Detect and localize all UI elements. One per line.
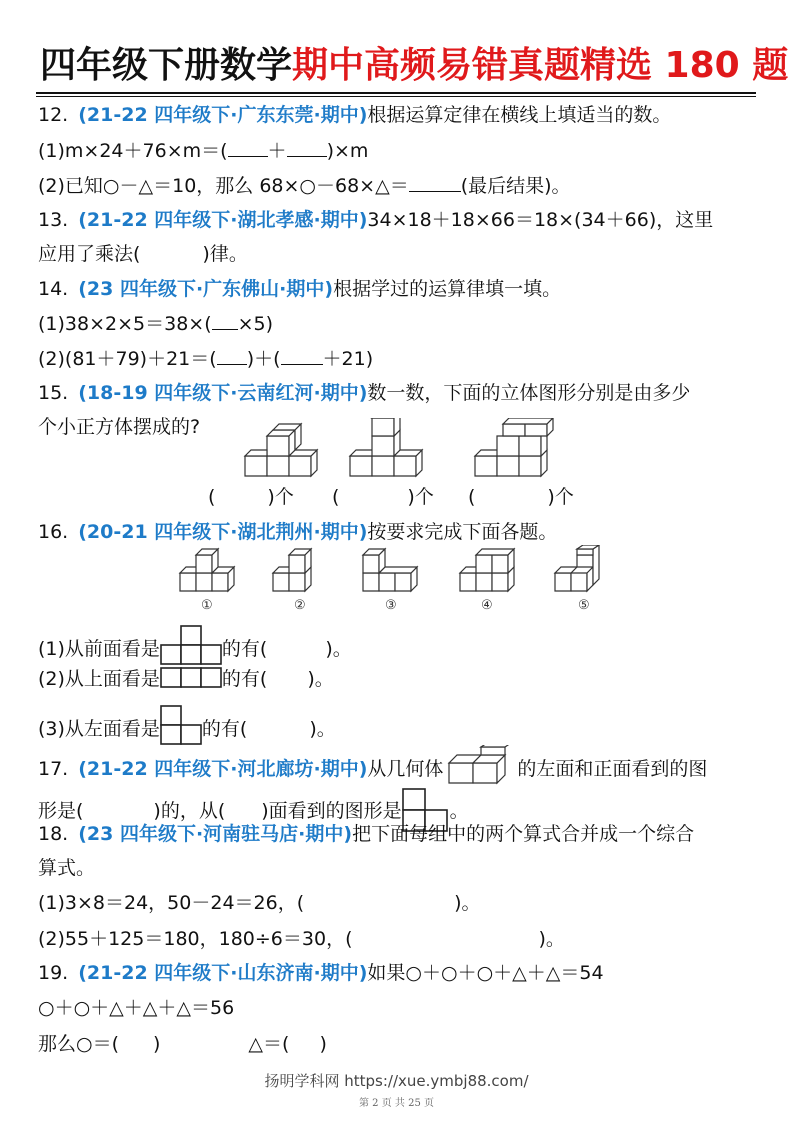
q15-number: 15.	[38, 382, 69, 404]
q16-3-text: (3)从左面看是	[38, 718, 160, 740]
q15-ans1-close: )个	[267, 486, 294, 508]
q15-figure-3	[475, 418, 553, 476]
q16-part1	[38, 625, 352, 665]
q17-2-mid: )的，从(	[153, 800, 226, 822]
q15-ans2-close: )个	[407, 486, 434, 508]
q12-1-text: (1)m×24＋76×m＝(	[38, 140, 228, 162]
q16-1-mid: 的有(	[221, 638, 268, 660]
q19-line3	[38, 1031, 327, 1057]
q19-triangle-close: )	[319, 1033, 327, 1055]
q19-circle-close: )	[153, 1033, 161, 1055]
q18-1-text: (1)3×8＝24，50－24＝26，(	[38, 892, 305, 914]
q17-text: 从几何体	[367, 758, 444, 780]
q18-stem	[38, 821, 694, 847]
q16-figure-1	[180, 549, 234, 591]
title-rule	[36, 92, 756, 94]
q16-1-tail: )。	[325, 638, 352, 660]
q12-1-plus: ＋	[267, 140, 287, 162]
q16-part3	[38, 705, 336, 745]
q13-text: 34×18＋18×66＝18×(34＋66)，这里	[367, 209, 714, 231]
q19-source: (21-22 四年级下·山东济南·期中)	[78, 962, 368, 984]
q14-text: 根据学过的运算律填一填。	[333, 278, 562, 300]
q13-stem	[38, 207, 713, 233]
q17-2-text: 形是(	[38, 800, 84, 822]
q16-number: 16.	[38, 521, 69, 543]
q17-solid-figure	[447, 745, 513, 785]
q16-figure-3	[363, 549, 417, 591]
q15-stem	[38, 380, 690, 406]
q15-answer-1	[208, 484, 294, 510]
q17-source: (21-22 四年级下·河北廊坊·期中)	[78, 758, 368, 780]
q13-source: (21-22 四年级下·湖北孝感·期中)	[78, 209, 368, 231]
q19-line2	[38, 995, 234, 1021]
q17-number: 17.	[38, 758, 69, 780]
q14-number: 14.	[38, 278, 69, 300]
q14-2-tail: ＋21)	[322, 348, 374, 370]
q14-1-blank[interactable]	[212, 311, 238, 330]
q16-caption-4: ④	[481, 598, 493, 613]
title-rule-thin	[36, 96, 756, 97]
q12-number: 12.	[38, 104, 69, 126]
q16-3-tail: )。	[309, 718, 336, 740]
q14-part1	[38, 311, 273, 337]
q18-text: 把下面每组中的两个算式合并成一个综合	[352, 823, 695, 845]
q17-stem	[38, 745, 707, 785]
q13-line2	[38, 241, 248, 267]
q16-stem	[38, 519, 557, 545]
q16-2-mid: 的有(	[221, 668, 268, 690]
q16-2-tail: )。	[307, 668, 334, 690]
q18-part1	[38, 890, 481, 916]
q15-source: (18-19 四年级下·云南红河·期中)	[78, 382, 368, 404]
q16-top-view-shape	[160, 667, 222, 689]
q12-1-tail: )×m	[326, 140, 369, 162]
q15-figure-2	[350, 418, 422, 476]
q18-part2	[38, 926, 565, 952]
q15-ans2-open: (	[332, 486, 340, 508]
q16-figure-2	[273, 549, 311, 591]
q12-part1	[38, 138, 368, 164]
q14-part2	[38, 346, 373, 372]
q16-2-text: (2)从上面看是	[38, 668, 160, 690]
q15-2-text: 个小正方体摆成的?	[38, 416, 201, 438]
q13-2-text: 应用了乘法(	[38, 243, 141, 265]
q15-answer-3	[468, 484, 574, 510]
q16-left-view-shape	[160, 705, 202, 745]
q16-1-text: (1)从前面看是	[38, 638, 160, 660]
q16-caption-3: ③	[385, 598, 397, 613]
q17-2-mid2: )面看到的图形是	[261, 800, 402, 822]
q17-2-tail: 。	[449, 800, 469, 822]
q16-cube-figures	[175, 545, 625, 597]
q19-text: 如果○＋○＋○＋△＋△＝54	[367, 962, 604, 984]
q14-2-mid: )＋(	[246, 348, 281, 370]
q14-1-tail: ×5)	[237, 313, 274, 335]
q15-cube-figures	[240, 418, 720, 480]
q18-line2	[38, 855, 95, 881]
q16-caption-1: ①	[201, 598, 213, 613]
q16-text: 按要求完成下面各题。	[367, 521, 558, 543]
q15-ans3-close: )个	[547, 486, 574, 508]
q16-3-mid: 的有(	[201, 718, 248, 740]
q12-2-blank[interactable]	[409, 173, 461, 192]
q14-2-blank-a[interactable]	[217, 346, 247, 365]
q18-2b-tail: )。	[538, 928, 565, 950]
q12-2-text: (2)已知○－△＝10，那么 68×○－68×△＝	[38, 175, 409, 197]
q19-triangle-label: △＝(	[248, 1033, 290, 1055]
q12-text: 根据运算定律在横线上填适当的数。	[367, 104, 672, 126]
q16-figure-5	[555, 545, 599, 591]
title-black: 四年级下册数学	[40, 45, 293, 86]
q19-circle-label: 那么○＝(	[38, 1033, 119, 1055]
q16-front-view-shape	[160, 625, 222, 665]
q12-1-blank-b[interactable]	[287, 138, 327, 157]
q16-part2	[38, 666, 334, 692]
q14-stem	[38, 276, 561, 302]
q15-text: 数一数，下面的立体图形分别是由多少	[367, 382, 691, 404]
footer-page-number: 第 2 页 共 25 页	[359, 1098, 434, 1109]
q12-part2	[38, 173, 571, 199]
q15-ans3-open: (	[468, 486, 476, 508]
q16-caption-2: ②	[294, 598, 306, 613]
q12-2-tail: (最后结果)。	[460, 175, 571, 197]
title-red: 期中高频易错真题精选 180 题	[292, 45, 789, 86]
q12-1-blank-a[interactable]	[228, 138, 268, 157]
q18-number: 18.	[38, 823, 69, 845]
q14-source: (23 四年级下·广东佛山·期中)	[78, 278, 334, 300]
page-title	[40, 40, 788, 92]
footer-site: 扬明学科网 https://xue.ymbj88.com/	[264, 1072, 529, 1090]
q17-text2: 的左面和正面看到的图	[517, 758, 708, 780]
q16-figure-4	[460, 549, 514, 591]
q14-2-text: (2)(81＋79)＋21＝(	[38, 348, 217, 370]
q15-line2	[38, 414, 200, 440]
q12-stem	[38, 102, 671, 128]
q15-ans1-open: (	[208, 486, 216, 508]
q19-stem	[38, 960, 604, 986]
q12-source: (21-22 四年级下·广东东莞·期中)	[78, 104, 368, 126]
q18-2-text: 算式。	[38, 857, 96, 879]
q18-1-tail: )。	[454, 892, 481, 914]
q15-figure-1	[245, 424, 317, 476]
q18-2b-text: (2)55＋125＝180，180÷6＝30，(	[38, 928, 353, 950]
q13-number: 13.	[38, 209, 69, 231]
q16-source: (20-21 四年级下·湖北荆州·期中)	[78, 521, 368, 543]
q14-1-text: (1)38×2×5＝38×(	[38, 313, 212, 335]
q18-source: (23 四年级下·河南驻马店·期中)	[78, 823, 353, 845]
q13-2-tail: )律。	[202, 243, 248, 265]
q15-answer-2	[332, 484, 434, 510]
q14-2-blank-b[interactable]	[281, 346, 323, 365]
q19-number: 19.	[38, 962, 69, 984]
q19-2-text: ○＋○＋△＋△＋△＝56	[38, 997, 235, 1019]
q16-caption-5: ⑤	[578, 598, 590, 613]
